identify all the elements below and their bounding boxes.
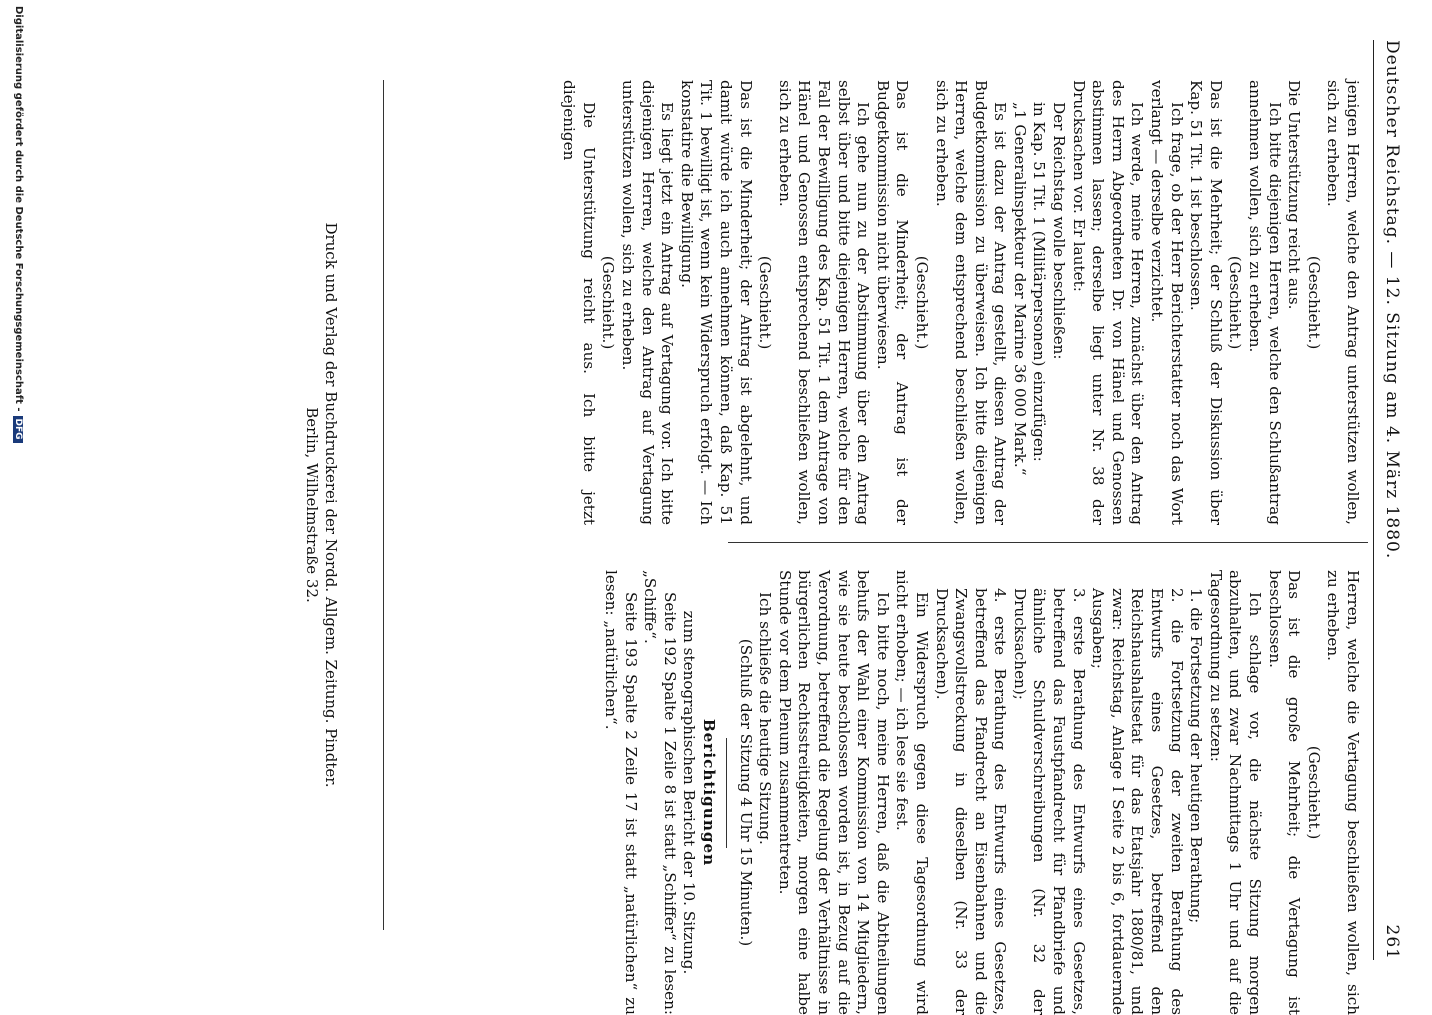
right-column: [600, 570, 1362, 1015]
paragraph: (Schluß der Sitzung 4 Uhr 15 Minuten.): [736, 638, 755, 947]
paragraph: (Geschieht.): [756, 255, 775, 350]
running-head-title: Deutscher Reichstag. — 12. Sitzung am 4. März 1880.: [1382, 40, 1402, 560]
paragraph: Der Reichstag wolle beschließen:: [1050, 102, 1069, 360]
running-head: [1382, 40, 1402, 960]
paragraph: 3. erste Berathung des Entwurfs eines Gesetzes, betreffend das Faustpfandrecht für Pfandbriefe und ähnliche Schuldverschreibungen (Nr. 32 der Drucksachen);: [1010, 588, 1088, 1015]
paragraph: 2. die Fortsetzung der zweiten Berathung des Entwurfs eines Gesetzes, betreffend den Reichshaushaltsetat für das Etatsjahr 1880/81, und zwar: Reichstag, Anlage I Seite 2 bis 6, fortdauernde Ausgaben;: [1089, 588, 1186, 1015]
paragraph: Das ist die große Mehrheit; die Vertagung ist beschlossen.: [1265, 570, 1304, 1015]
paragraph: Seite 193 Spalte 2 Zeile 17 ist statt „natürlichen“ zu lesen: „natürlichen“.: [602, 570, 640, 1015]
left-column: [559, 80, 1362, 525]
paragraph: Das ist die Mehrheit; der Schluß der Diskussion über Kap. 51 Tit. 1 ist beschlossen.: [1187, 80, 1225, 525]
digitization-note: [13, 0, 24, 1006]
paragraph: 4. erste Berathung des Entwurfs eines Gesetzes, betreffend das Pfandrecht an Eisenbahnen und die Zwangsvollstreckung in dieselben (Nr. 33 der Drucksachen).: [932, 588, 1010, 1015]
paragraph: Es ist dazu der Antrag gestellt, diesen Antrag der Budgetkommission zu überweisen. Ich bitte diejenigen Herren, welche dem entsprechend beschließen wollen, sich zu erheben.: [932, 80, 1010, 525]
paragraph: (Geschieht.): [599, 255, 618, 350]
paragraph: (Geschieht.): [1226, 255, 1245, 350]
paragraph: Ich schlage vor, die nächste Sitzung morgen abzuhalten, und zwar Nachmittags 1 Uhr und auf die Tagesordnung zu setzen:: [1206, 570, 1265, 1015]
paragraph: Das ist die Minderheit; der Antrag ist abgelehnt, und damit würde ich auch annehmen können, daß Kap. 51 Tit. 1 bewilligt ist, wenn kein Widerspruch erfolgt. — Ich konstatire die Bewilligung.: [677, 80, 755, 525]
page-number: 261: [1382, 924, 1402, 960]
paragraph: Es liegt jetzt ein Antrag auf Vertagung vor. Ich bitte diejenigen Herren, welche den Antrag auf Vertagung unterstützen wollen, sich zu erheben.: [619, 80, 677, 525]
section-rule: [726, 738, 727, 848]
column-divider: [728, 542, 1368, 543]
paragraph: (Geschieht.): [1304, 255, 1323, 350]
imprint-line-2: Berlin, Wilhelmstraße 32.: [303, 407, 321, 603]
section-title: Berichtigungen: [700, 718, 718, 867]
paragraph: Die Unterstützung reicht aus.: [1285, 80, 1304, 310]
paragraph: (Geschieht.): [1304, 745, 1323, 840]
paragraph: „1 Generalinspekteur der Marine 36 000 Mark.“: [1010, 102, 1029, 476]
dfg-logo: DFG: [13, 416, 23, 443]
paragraph: Ein Widerspruch gegen diese Tagesordnung wird nicht erhoben; — ich lese sie fest.: [893, 570, 931, 1015]
paragraph: Herren, welche die Vertagung beschließen wollen, sich zu erheben.: [1324, 570, 1362, 1015]
paragraph: Ich gehe nun zu der Abstimmung über den Antrag selbst über und bitte diejenigen Herren, welche für den Fall der Bewilligung des Kap. 51 Tit. 1 dem Antrage von Hänel und Genossen entsprechend beschließen wollen, sich zu erheben.: [775, 80, 873, 525]
paragraph: Seite 192 Spalte 1 Zeile 8 ist statt „Schiffer“ zu lesen: „Schiffe“.: [641, 570, 679, 1015]
paragraph: Ich bitte noch, meine Herren, daß die Abtheilungen behufs der Wahl einer Kommission von 14 Mitgliedern, wie sie heute beschlossen worden ist, in Bezug auf die Verordnung, betreffend die Regelung der Verhältnisse in bürgerlichen Rechtsstreitigkeiten, morgen eine halbe Stunde vor dem Plenum zusammentreten.: [775, 570, 892, 1015]
paragraph: (Geschieht.): [912, 255, 931, 350]
paragraph: Das ist die Minderheit; der Antrag ist der Budgetkommission nicht überwiesen.: [873, 80, 912, 525]
paragraph: Ich schließe die heutige Sitzung.: [756, 592, 775, 845]
paragraph: Ich frage, ob der Herr Berichterstatter noch das Wort verlangt — derselbe verzichtet.: [1148, 80, 1186, 525]
header-rule: [1373, 40, 1374, 960]
paragraph: Ich werde, meine Herren, zunächst über den Antrag des Herrn Abgeordneten Dr. von Hänel und Genossen abstimmen lassen; derselbe liegt unter Nr. 38 der Drucksachen vor. Er lautet:: [1069, 80, 1147, 525]
paragraph: Die Unterstützung reicht aus. Ich bitte jetzt diejenigen: [560, 80, 598, 525]
paragraph: Ich bitte diejenigen Herren, welche den Schlußantrag annehmen wollen, sich zu erheben.: [1246, 80, 1284, 525]
digitization-text: Digitalisierung gefördert durch die Deutsche Forschungsgemeinschaft -: [13, 6, 24, 412]
paragraph: in Kap. 51 Tit. 1 (Militärpersonen) einzufügen:: [1030, 102, 1049, 462]
paragraph: jenigen Herren, welche den Antrag unterstützen wollen, sich zu erheben.: [1324, 80, 1362, 525]
imprint: [302, 80, 340, 930]
imprint-rule-top: [383, 80, 384, 930]
paragraph: zum stenographischen Bericht der 10. Sitzung.: [680, 610, 699, 975]
imprint-line-1: Druck und Verlag der Buchdruckerei der Nordd. Allgem. Zeitung. Pindter.: [322, 222, 340, 788]
paragraph: 1. die Fortsetzung der heutigen Berathung;: [1187, 588, 1206, 924]
